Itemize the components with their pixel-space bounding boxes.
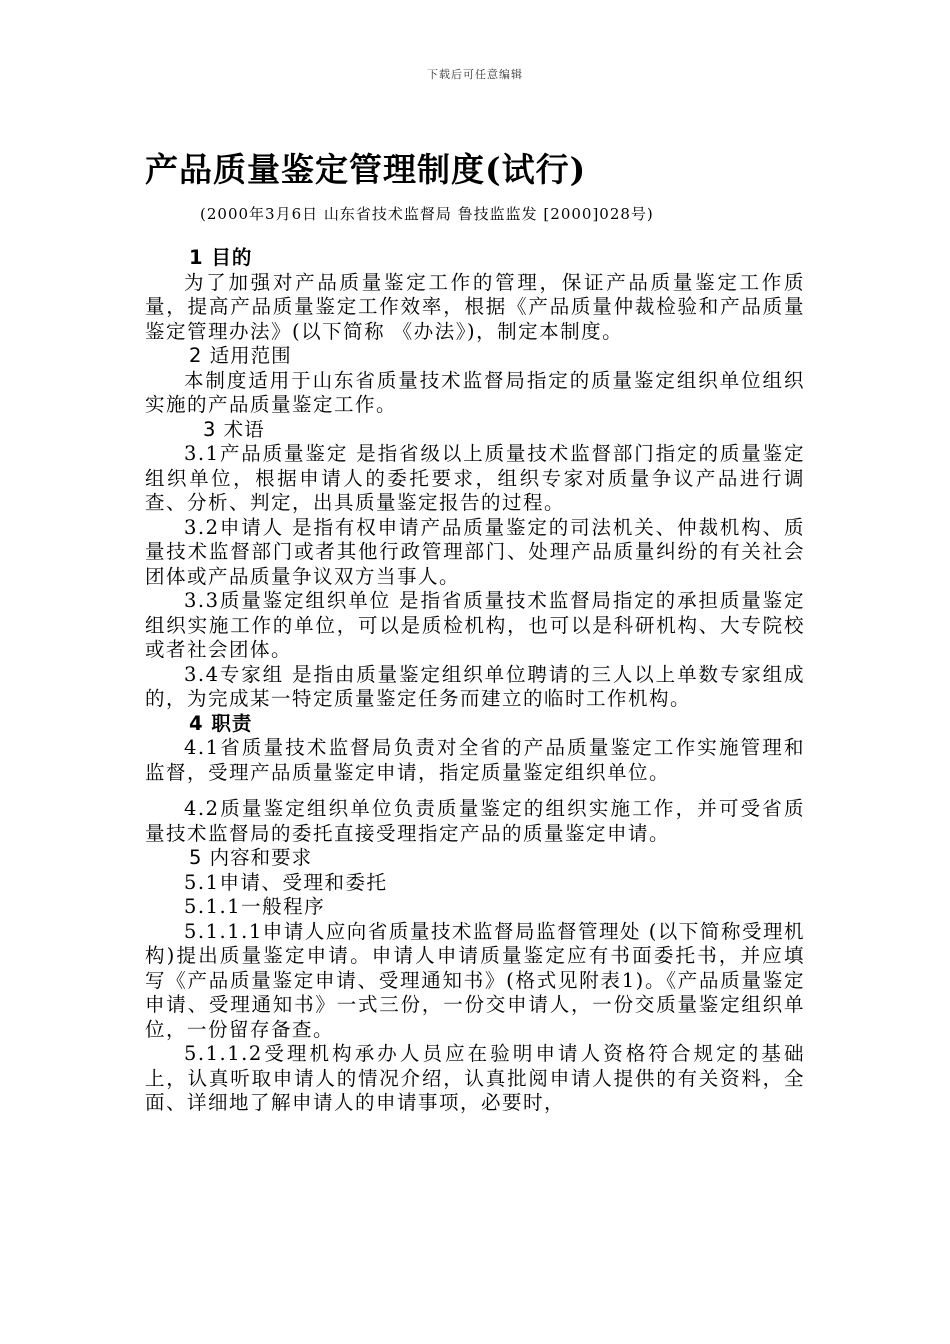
section-heading-1: 1 目的 [189,246,253,269]
document-body [145,246,805,1116]
paragraph-term-3-1: 3.1产品质量鉴定 是指省级以上质量技术监督部门指定的质量鉴定组织单位，根据申请人的委托要求，组织专家对质量争议产品进行调查、分析、判定，出具质量鉴定报告的过程。 [145,442,805,514]
document-subtitle: (2000年3月6日 山东省技术监督局 鲁技监监发 [2000]028号) [200,205,654,223]
paragraph-5-1-1-2: 5.1.1.2受理机构承办人员应在验明申请人资格符合规定的基础上，认真听取申请人的情况介绍，认真批阅申请人提供的有关资料，全面、详细地了解申请人的申请事项，必要时， [145,1042,805,1114]
paragraph-5-1-1: 5.1.1一般程序 [184,895,326,918]
paragraph-term-3-2: 3.2申请人 是指有权申请产品质量鉴定的司法机关、仲裁机构、质量技术监督部门或者其他行政管理部门、处理产品质量纠纷的有关社会团体或产品质量争议双方当事人。 [145,515,805,588]
section-heading-3: 3 术语 [203,417,265,441]
paragraph-duty-4-2: 4.2质量鉴定组织单位负责质量鉴定的组织实施工作，并可受省质量技术监督局的委托直接受理指定产品的质量鉴定申请。 [145,797,805,845]
document-title: 产品质量鉴定管理制度(试行) [145,150,587,189]
paragraph-term-3-3: 3.3质量鉴定组织单位 是指省质量技术监督局指定的承担质量鉴定组织实施工作的单位，可以是质检机构，也可以是科研机构、大专院校或者社会团体。 [145,589,805,661]
paragraph-term-3-4: 3.4专家组 是指由质量鉴定组织单位聘请的三人以上单数专家组成的，为完成某一特定质量鉴定任务而建立的临时工作机构。 [145,662,805,710]
section-heading-4: 4 职责 [189,711,253,735]
paragraph-5-1-1-1: 5.1.1.1申请人应向省质量技术监督局监督管理处 (以下简称受理机构)提出质量鉴定申请。申请人申请质量鉴定应有书面委托书，并应填写《产品质量鉴定申请、受理通知书》(格式见附表1)。《产品质量鉴定申请、受理通知书》一式三份，一份交申请人，一份交质量鉴定组织单位，一份留存备查。 [145,919,805,1041]
paragraph-purpose: 为了加强对产品质量鉴定工作的管理，保证产品质量鉴定工作质量，提高产品质量鉴定工作效率，根据《产品质量仲裁检验和产品质量鉴定管理办法》(以下简称 《办法》)，制定本制度。 [145,270,805,343]
section-heading-5: 5 内容和要求 [189,846,313,869]
paragraph-5-1: 5.1申请、受理和委托 [184,870,388,894]
section-heading-2: 2 适用范围 [189,344,292,367]
paragraph-duty-4-1: 4.1省质量技术监督局负责对全省的产品质量鉴定工作实施管理和监督，受理产品质量鉴定申请，指定质量鉴定组织单位。 [145,736,805,784]
paragraph-scope: 本制度适用于山东省质量技术监督局指定的质量鉴定组织单位组织实施的产品质量鉴定工作。 [145,368,805,416]
header-note: 下载后可任意编辑 [427,68,523,81]
